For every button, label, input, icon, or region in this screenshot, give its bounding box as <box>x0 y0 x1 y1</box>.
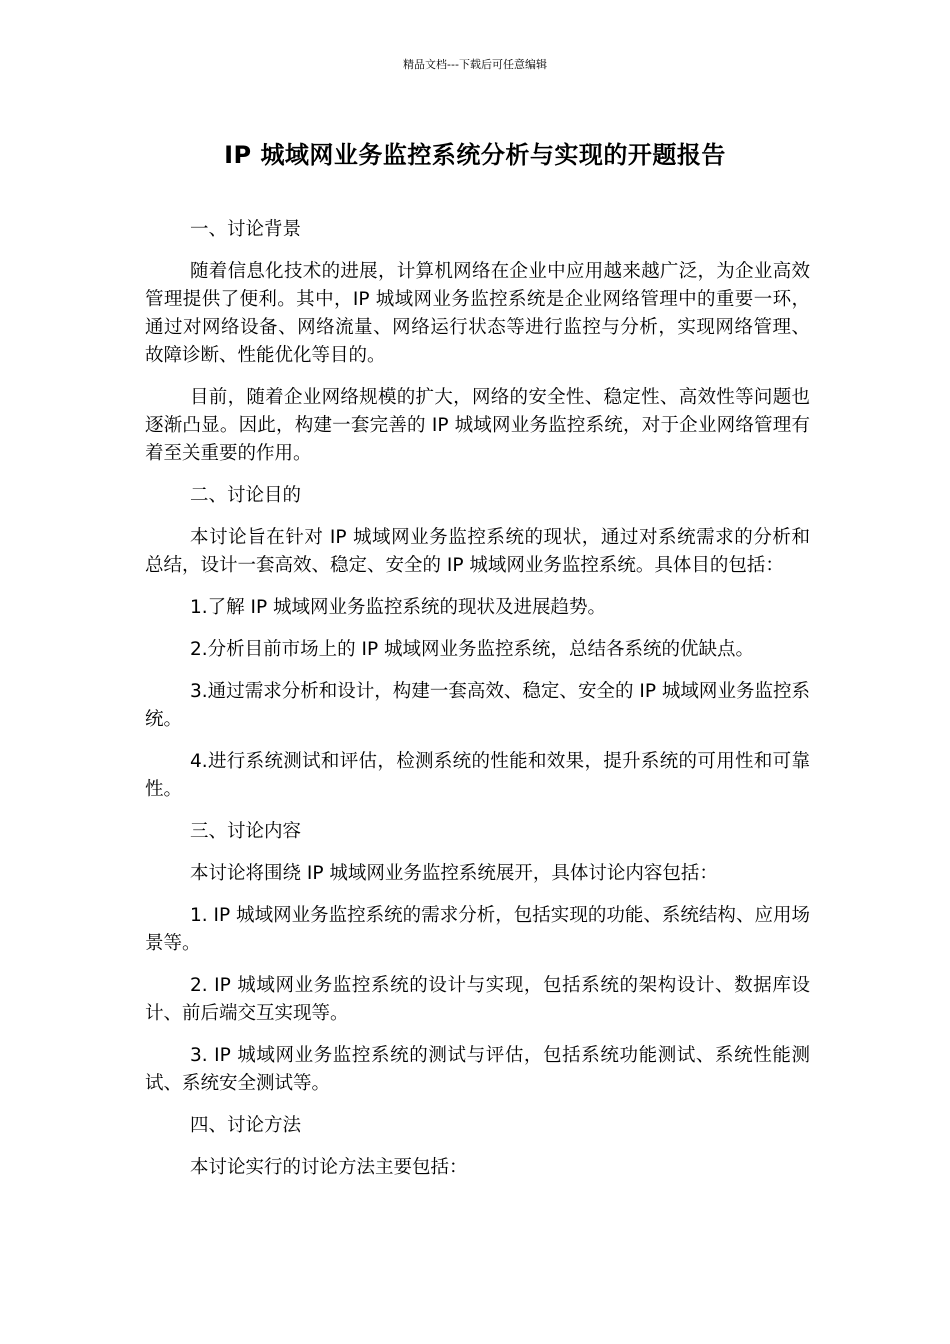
paragraph: 本讨论旨在针对 IP 城域网业务监控系统的现状，通过对系统需求的分析和总结，设计一套高效、稳定、安全的 IP 城域网业务监控系统。具体目的包括： <box>145 527 810 576</box>
section-heading-background: 一、讨论背景 <box>190 219 302 240</box>
list-item: 1. IP 城域网业务监控系统的需求分析，包括实现的功能、系统结构、应用场景等。 <box>145 905 810 954</box>
header-note: 精品文档---下载后可任意编辑 <box>403 58 547 71</box>
document-title: IP 城域网业务监控系统分析与实现的开题报告 <box>224 141 726 169</box>
section-heading-content: 三、讨论内容 <box>190 821 302 842</box>
section-heading-purpose: 二、讨论目的 <box>190 485 302 506</box>
list-item: 4.进行系统测试和评估，检测系统的性能和效果，提升系统的可用性和可靠性。 <box>145 751 810 800</box>
list-item: 2. IP 城域网业务监控系统的设计与实现，包括系统的架构设计、数据库设计、前后端交互实现等。 <box>145 975 810 1024</box>
paragraph: 本讨论实行的讨论方法主要包括： <box>190 1157 468 1178</box>
list-item: 1.了解 IP 城域网业务监控系统的现状及进展趋势。 <box>190 597 607 618</box>
paragraph: 随着信息化技术的进展，计算机网络在企业中应用越来越广泛，为企业高效管理提供了便利。其中，IP 城域网业务监控系统是企业网络管理中的重要一环，通过对网络设备、网络流量、网络运行状态等进行监控与分析，实现网络管理、故障诊断、性能优化等目的。 <box>145 261 810 366</box>
document-body <box>145 216 810 1196</box>
section-heading-method: 四、讨论方法 <box>190 1115 302 1136</box>
paragraph: 目前，随着企业网络规模的扩大，网络的安全性、稳定性、高效性等问题也逐渐凸显。因此，构建一套完善的 IP 城域网业务监控系统，对于企业网络管理有着至关重要的作用。 <box>145 387 810 464</box>
list-item: 2.分析目前市场上的 IP 城域网业务监控系统，总结各系统的优缺点。 <box>190 639 755 660</box>
paragraph: 本讨论将围绕 IP 城域网业务监控系统展开，具体讨论内容包括： <box>190 863 718 884</box>
list-item: 3. IP 城域网业务监控系统的测试与评估，包括系统功能测试、系统性能测试、系统安全测试等。 <box>145 1045 810 1094</box>
list-item: 3.通过需求分析和设计，构建一套高效、稳定、安全的 IP 城域网业务监控系统。 <box>145 681 810 730</box>
